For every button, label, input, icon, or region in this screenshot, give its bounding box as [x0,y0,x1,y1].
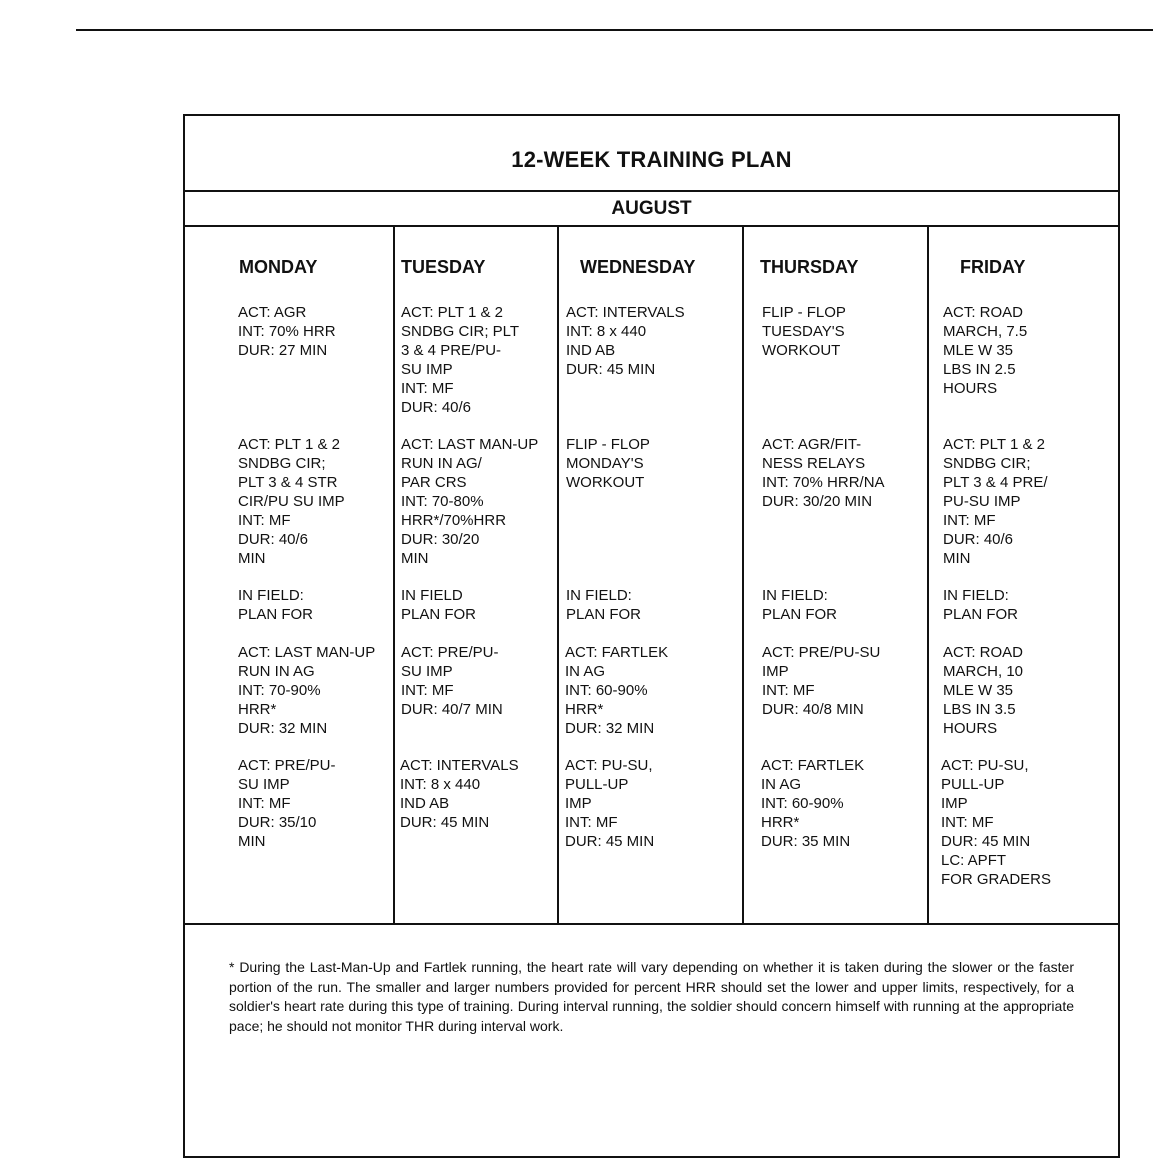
table-title: 12-WEEK TRAINING PLAN [511,147,792,172]
day-header: THURSDAY [760,257,859,277]
workout-entry: ACT: LAST MAN-UP RUN IN AG INT: 70-90% HRR* DUR: 32 MIN [238,644,376,737]
day-header: WEDNESDAY [580,257,696,277]
workout-entry: ACT: PLT 1 & 2 SNDBG CIR; PLT 3 & 4 PRE/PU- SU IMP INT: MF DUR: 40/6 [401,304,520,416]
workout-entry: IN FIELD: PLAN FOR [943,587,1019,623]
day-column-tuesday [395,227,559,923]
title-row [185,116,1118,192]
workout-entry: ACT: INTERVALS INT: 8 x 440 IND AB DUR: 45 MIN [566,304,685,378]
workout-entry: ACT: LAST MAN-UP RUN IN AG/ PAR CRS INT: 70-80% HRR*/70%HRR DUR: 30/20 MIN [401,436,539,567]
workout-entry: FLIP - FLOP MONDAY'S WORKOUT [566,436,650,491]
training-plan-table [183,114,1120,1158]
day-header: FRIDAY [960,257,1026,277]
day-column-thursday [744,227,929,923]
workout-entry: ACT: AGR INT: 70% HRR DUR: 27 MIN [238,304,336,359]
top-rule [76,29,1153,31]
workout-entry: IN FIELD: PLAN FOR [566,587,642,623]
workout-entry: ACT: AGR/FIT- NESS RELAYS INT: 70% HRR/NA DUR: 30/20 MIN [762,436,885,510]
schedule-grid [185,227,1118,925]
workout-entry: FLIP - FLOP TUESDAY'S WORKOUT [762,304,846,359]
workout-entry: ACT: FARTLEK IN AG INT: 60-90% HRR* DUR: 35 MIN [761,757,865,850]
workout-entry: ACT: PRE/PU- SU IMP INT: MF DUR: 40/7 MIN [401,644,503,718]
workout-entry: IN FIELD: PLAN FOR [762,587,838,623]
workout-entry: ACT: ROAD MARCH, 7.5 MLE W 35 LBS IN 2.5 HOURS [943,304,1028,397]
workout-entry: ACT: PLT 1 & 2 SNDBG CIR; PLT 3 & 4 PRE/ PU-SU IMP INT: MF DUR: 40/6 MIN [943,436,1048,567]
workout-entry: ACT: PU-SU, PULL-UP IMP INT: MF DUR: 45 MIN [565,757,655,850]
day-header: MONDAY [239,257,318,277]
workout-entry: ACT: INTERVALS INT: 8 x 440 IND AB DUR: 45 MIN [400,757,519,831]
month-label: AUGUST [611,197,692,219]
workout-entry: IN FIELD: PLAN FOR [238,587,314,623]
month-row [185,192,1118,227]
workout-entry: ACT: PRE/PU-SU IMP INT: MF DUR: 40/8 MIN [762,644,881,718]
footnote: * During the Last-Man-Up and Fartlek running, the heart rate will vary depending on whether it is taken during the slower or the faster portion of the run. The smaller and larger numbers provided for percent HRR should set the lower and upper limits, respectively, for a soldier's heart rate during this type of training. During interval running, the soldier should concern himself with running at the appropriate pace; he should not monitor THR during interval work. [229,959,1074,1034]
day-column-friday [929,227,1118,923]
day-column-wednesday [559,227,744,923]
workout-entry: IN FIELD PLAN FOR [401,587,477,623]
workout-entry: ACT: PU-SU, PULL-UP IMP INT: MF DUR: 45 MIN LC: APFT FOR GRADERS [941,757,1052,888]
workout-entry: ACT: PLT 1 & 2 SNDBG CIR; PLT 3 & 4 STR CIR/PU SU IMP INT: MF DUR: 40/6 MIN [238,436,345,567]
workout-entry: ACT: FARTLEK IN AG INT: 60-90% HRR* DUR: 32 MIN [565,644,669,737]
workout-entry: ACT: PRE/PU- SU IMP INT: MF DUR: 35/10 MIN [238,757,336,850]
workout-entry: ACT: ROAD MARCH, 10 MLE W 35 LBS IN 3.5 HOURS [943,644,1024,737]
day-column-monday [185,227,395,923]
day-header: TUESDAY [401,257,486,277]
